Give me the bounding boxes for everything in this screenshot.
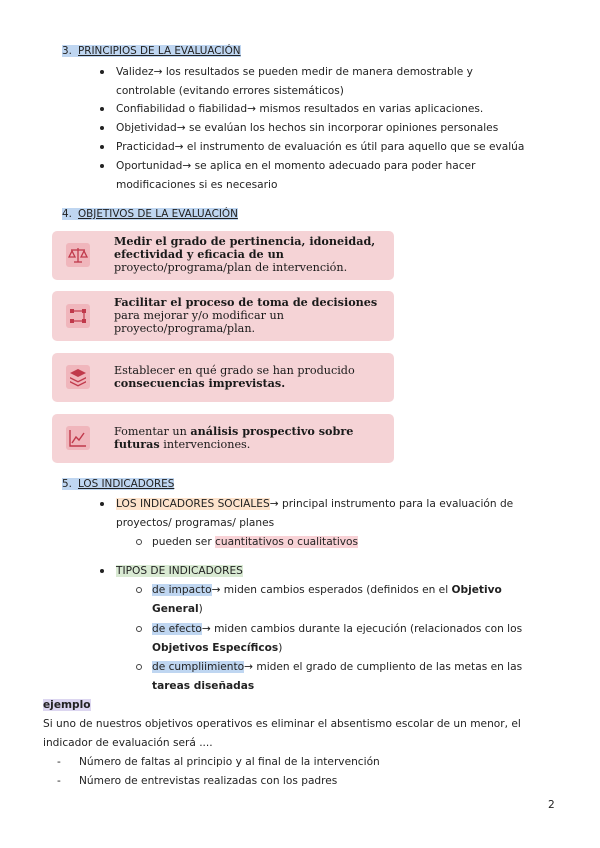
cumplimiento-label: de cumpliimiento [152,661,245,673]
sub-list-item: pueden ser cuantitativos o cualitativos [152,533,358,551]
card-2-bold-line: Facilitar el proceso de toma de decisiones [114,295,378,309]
sub-list-item-continued: tareas diseñadas [152,680,255,692]
ejemplo-line-2: indicador de evaluación será .... [43,737,213,749]
card-4-bold-line-1: análisis prospectivo sobre [190,424,354,438]
list-item-continued: modificaciones si es necesario [116,179,278,191]
card-4-pre: Fomentar un [114,425,191,438]
sub-list-item: de efecto→ miden cambios durante la ejecución (relacionados con los [152,620,522,638]
list-item-continued: controlable (evitando errores sistemáticos) [116,85,344,97]
card-1-line-3: proyecto/programa/plan de intervención. [114,261,348,274]
sub-list-item: de impacto→ miden cambios esperados (definidos en el Objetivo [152,581,502,599]
section-4-heading [62,208,238,220]
list-item-indicadores-sociales: LOS INDICADORES SOCIALES→ principal instrumento para la evaluación de [116,495,513,513]
list-item: Objetividad→ se evalúan los hechos sin incorporar opiniones personales [116,119,498,137]
ejemplo-heading: ejemplo [43,699,91,711]
card-4-rest: intervenciones. [159,438,251,451]
section-5-heading [62,478,174,490]
cuantitativos-highlight: cuantitativos o cualitativos [215,536,359,548]
section-5-title: LOS INDICADORES [78,478,175,490]
card-1-bold-line-2: efectividad y eficacia de un [114,247,284,261]
flow-icon [66,304,90,328]
section-3-title: PRINCIPIOS DE LA EVALUACIÓN [78,45,241,57]
sub-list-item-continued: Objetivos Específicos) [152,642,283,654]
dash-list-item: - Número de entrevistas realizadas con los padres [57,775,338,787]
card-4-bold-line-2: futuras [114,437,160,451]
list-item-continued: proyectos/ programas/ planes [116,517,275,529]
dash-list-item: - Número de faltas al principio y al final de la intervención [57,756,380,768]
tipos-indicadores-label: TIPOS DE INDICADORES [116,565,243,577]
section-3-number: 3. [62,45,72,57]
list-item: Validez→ los resultados se pueden medir de manera demostrable y [116,63,473,81]
objective-card-4 [52,414,394,463]
card-2-line-3: proyecto/programa/plan. [114,322,256,335]
card-2-line-2: para mejorar y/o modificar un [114,309,284,322]
section-4-number: 4. [62,208,72,220]
section-5-number: 5. [62,478,72,490]
sub-list-item: de cumpliimiento→ miden el grado de cumpliento de las metas en las [152,658,522,676]
card-1-bold-line-1: Medir el grado de pertinencia, idoneidad, [114,234,376,248]
list-item: Practicidad→ el instrumento de evaluación es útil para aquello que se evalúa [116,138,524,156]
list-item-tipos [116,562,243,580]
list-item: Oportunidad→ se aplica en el momento adecuado para poder hacer [116,157,475,175]
sub-list-item-continued: General) [152,603,203,615]
trend-icon [66,426,90,450]
card-3-bold-line: consecuencias imprevistas. [114,376,286,390]
impacto-label: de impacto [152,584,212,596]
indicadores-sociales-label: LOS INDICADORES SOCIALES [116,498,270,510]
objective-card-1 [52,231,394,280]
layers-icon [66,365,90,389]
section-4-title: OBJETIVOS DE LA EVALUACIÓN [78,208,238,220]
scales-icon [66,243,90,267]
objective-card-3 [52,353,394,402]
section-3-heading [62,45,241,57]
page-number: 2 [548,799,555,811]
ejemplo-line-1: Si uno de nuestros objetivos operativos es eliminar el absentismo escolar de un menor, el [43,718,521,730]
list-item: Confiabilidad o fiabilidad→ mismos resultados en varias aplicaciones. [116,100,483,118]
card-3-line-1: Establecer en qué grado se han producido [114,364,355,377]
efecto-label: de efecto [152,623,202,635]
objective-card-2 [52,291,394,341]
